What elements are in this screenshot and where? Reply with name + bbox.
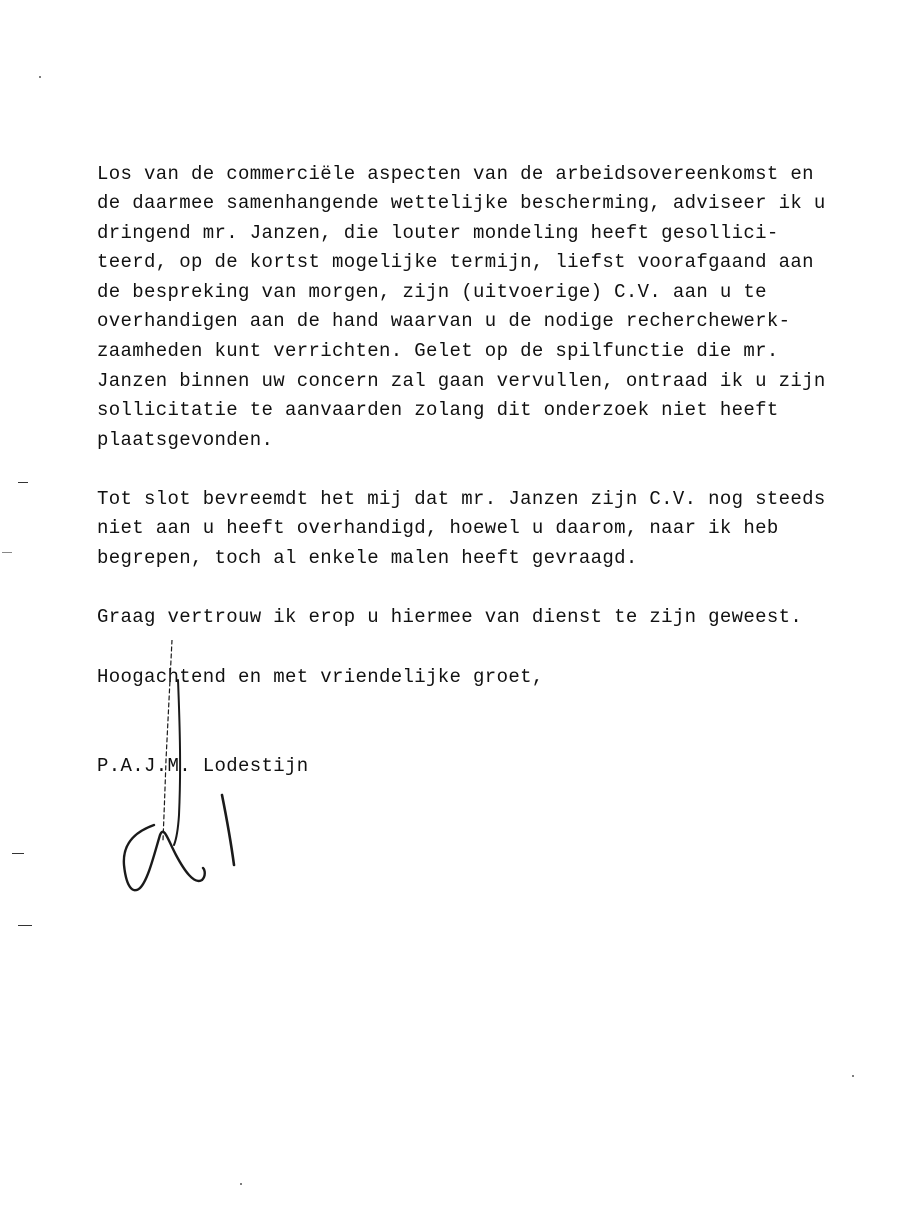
handwritten-signature [110, 640, 260, 910]
scan-speck [240, 1183, 242, 1185]
salutation: Hoogachtend en met vriendelijke groet, [97, 666, 544, 688]
scan-speck [39, 76, 41, 78]
paragraph-1-line: zaamheden kunt verrichten. Gelet op de spilfunctie die mr. [97, 340, 779, 362]
paragraph-1-line: teerd, op de kortst mogelijke termijn, liefst voorafgaand aan [97, 251, 814, 273]
signatory-name: P.A.J.M. Lodestijn [97, 755, 309, 777]
paragraph-1-line: sollicitatie te aanvaarden zolang dit onderzoek niet heeft [97, 399, 779, 421]
paragraph-2-line: Tot slot bevreemdt het mij dat mr. Janzen zijn C.V. nog steeds [97, 488, 826, 510]
paragraph-2-line: begrepen, toch al enkele malen heeft gevraagd. [97, 547, 638, 569]
scan-mark [18, 925, 32, 926]
paragraph-1-line: Los van de commerciële aspecten van de arbeidsovereenkomst en [97, 163, 814, 185]
paragraph-1-line: Janzen binnen uw concern zal gaan vervullen, ontraad ik u zijn [97, 370, 826, 392]
paragraph-1-line: de daarmee samenhangende wettelijke bescherming, adviseer ik u [97, 192, 826, 214]
paragraph-1-line: dringend mr. Janzen, die louter mondeling heeft gesollici- [97, 222, 779, 244]
paragraph-2-line: niet aan u heeft overhandigd, hoewel u daarom, naar ik heb [97, 517, 779, 539]
paragraph-1-line: overhandigen aan de hand waarvan u de nodige recherchewerk- [97, 310, 791, 332]
scan-mark [12, 853, 24, 854]
scan-speck [852, 1075, 854, 1077]
scan-mark [2, 552, 12, 553]
scan-mark [18, 482, 28, 483]
paragraph-1-line: de bespreking van morgen, zijn (uitvoerige) C.V. aan u te [97, 281, 767, 303]
closing-sentence: Graag vertrouw ik erop u hiermee van dienst te zijn geweest. [97, 606, 803, 628]
paragraph-1-line: plaatsgevonden. [97, 429, 274, 451]
